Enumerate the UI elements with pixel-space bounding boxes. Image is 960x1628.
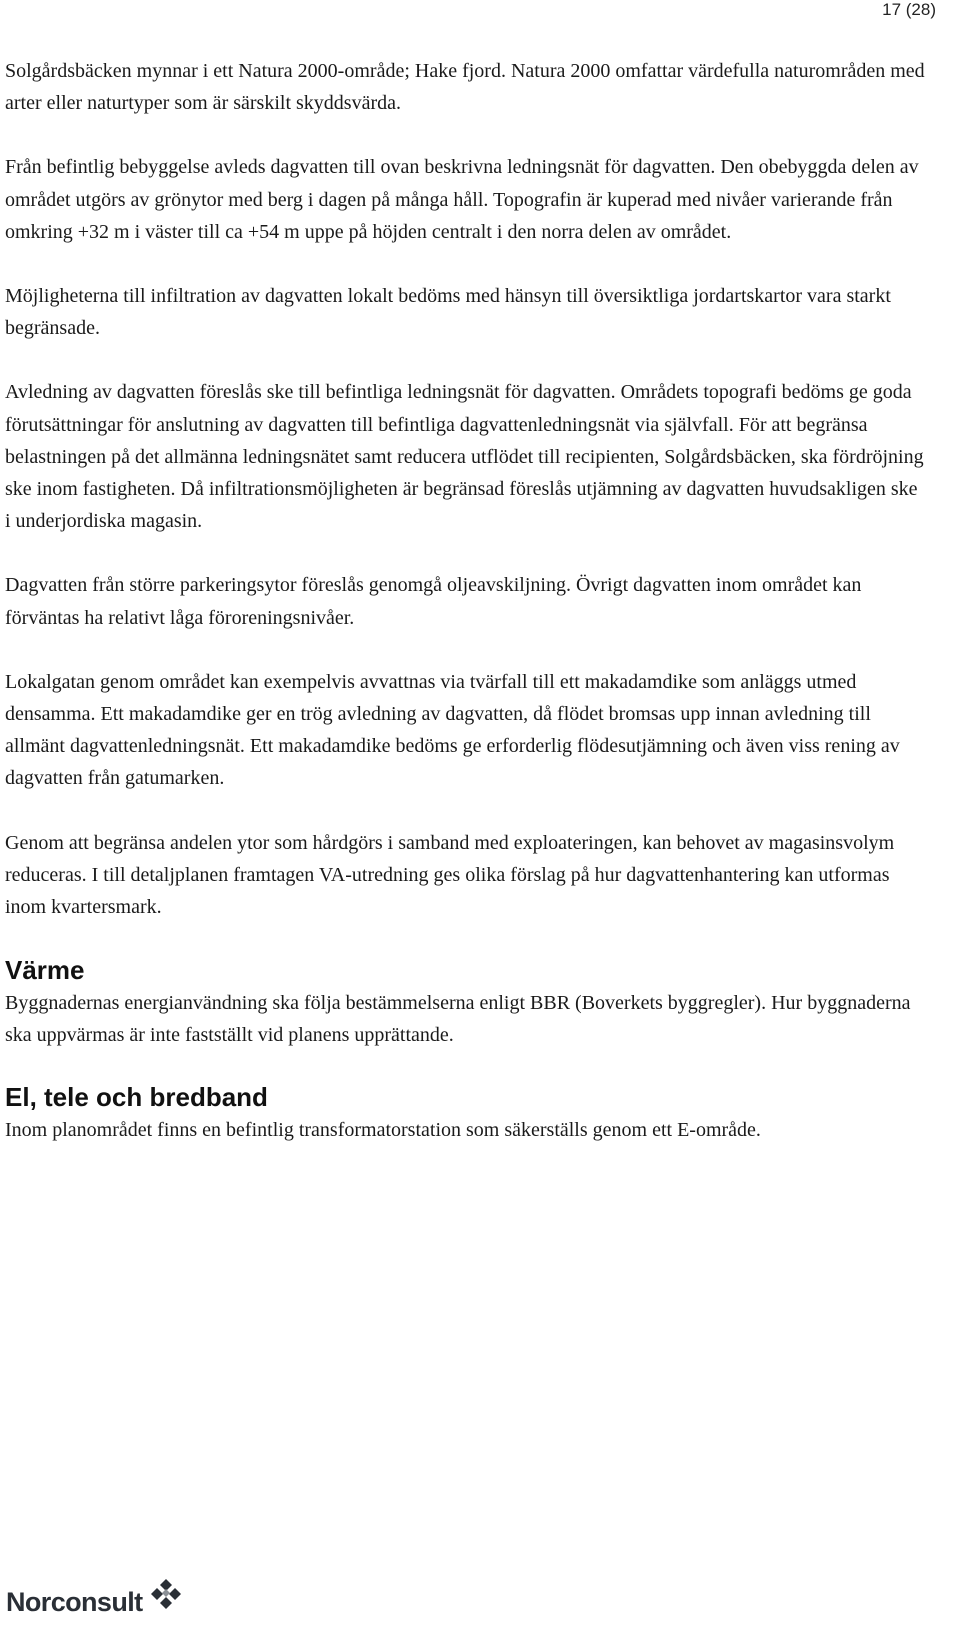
paragraph-natura: Solgårdsbäcken mynnar i ett Natura 2000-område; Hake fjord. Natura 2000 omfattar värdefulla naturområden med arter eller naturtyper som är särskilt skyddsvärda.: [5, 60, 925, 115]
paragraph-bebyggelse: Från befintlig bebyggelse avleds dagvatten till ovan beskrivna ledningsnät för dagvatten. Den obebyggda delen av området utgörs av grönytor med berg i dagen på många håll. Topografin är kuperad med nivåer varierande från omkring +32 m i väster till ca +54 m uppe på höjden centralt i den norra delen av området.: [5, 156, 919, 243]
paragraph-infiltration: Möjligheterna till infiltration av dagvatten lokalt bedöms med hänsyn till översiktliga jordartskartor vara starkt begränsade.: [5, 285, 891, 340]
paragraph-varme: Byggnadernas energianvändning ska följa bestämmelserna enligt BBR (Boverkets byggregler). Hur byggnaderna ska uppvärmas är inte fastställt vid planens upprättande.: [5, 992, 911, 1047]
paragraph-lokalgatan: Lokalgatan genom området kan exempelvis avvattnas via tvärfall till ett makadamdike som anläggs utmed densamma. Ett makadamdike ger en trög avledning av dagvatten, då flödet bromsas upp innan avledning till allmänt dagvattenledningsnät. Ett makadamdike bedöms ge erforderlig flödesutjämning och även viss rening av dagvatten från gatumarken.: [5, 670, 900, 790]
section-heading-varme: Värme: [5, 955, 85, 986]
paragraph-magasinsvolym: Genom att begränsa andelen ytor som hårdgörs i samband med exploateringen, kan behovet av magasinsvolym reduceras. I till detaljplanen framtagen VA-utredning ges olika förslag på hur dagvattenhantering kan utformas inom kvartersmark.: [5, 831, 895, 919]
paragraph-avledning: Avledning av dagvatten föreslås ske till befintliga ledningsnät för dagvatten. Områdets topografi bedöms ge goda förutsättningar för anslutning av dagvatten till befintliga dagvattenledningsnät via självfall. För att begränsa belastningen på det allmänna ledningsnätet samt reducera utflödet till recipienten, Solgårdsbäcken, ska fördröjning ske inom fastigheten. Då infiltrationsmöjligheten är begränsad föreslås utjämning av dagvatten huvudsakligen ske i underjordiska magasin.: [5, 381, 924, 533]
paragraph-el-tele: Inom planområdet finns en befintlig transformatorstation som säkerställs genom ett E-område.: [5, 1118, 761, 1141]
page-number: 17 (28): [882, 0, 936, 19]
logo-wordmark: Norconsult: [6, 1587, 143, 1617]
norconsult-diamond-logo-icon: [149, 1579, 183, 1614]
document-body: [5, 55, 925, 1146]
paragraph-parkering: Dagvatten från större parkeringsytor föreslås genomgå oljeavskiljning. Övrigt dagvatten inom området kan förväntas ha relativt låga föroreningsnivåer.: [5, 574, 862, 629]
company-logo: [6, 1579, 183, 1616]
section-heading-el-tele: El, tele och bredband: [5, 1081, 268, 1112]
